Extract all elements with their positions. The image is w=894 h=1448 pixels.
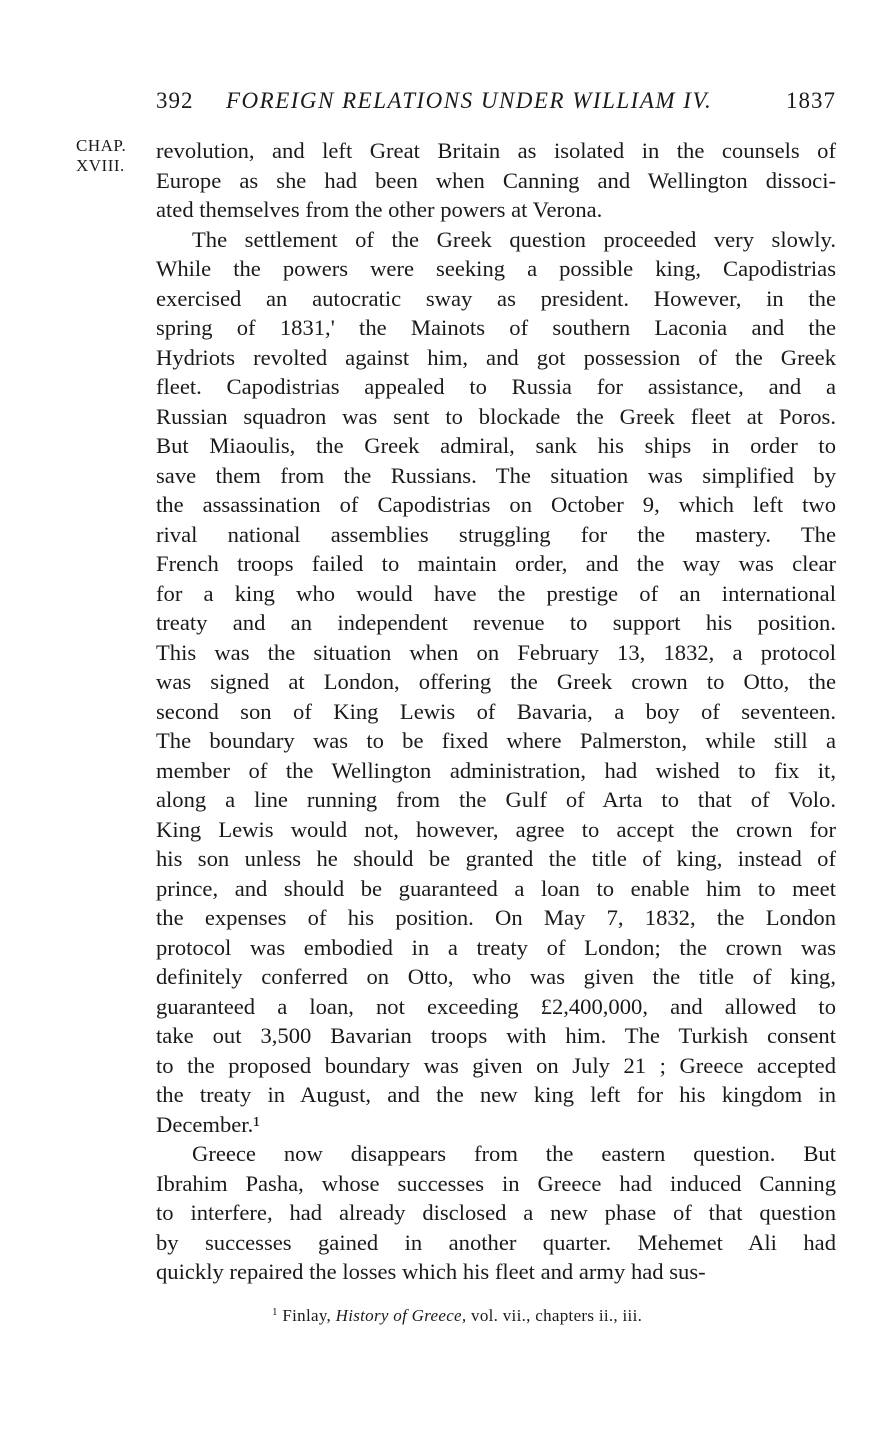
paragraph <box>156 1139 836 1287</box>
text-line: member of the Wellington administration, had wished to fix it, <box>156 757 836 783</box>
text-line: treaty and an independent revenue to support his position. <box>156 610 836 635</box>
text-line: the assassination of Capodistrias on October 9, which left two <box>156 492 836 517</box>
text-line: Russian squadron was sent to blockade the Greek fleet at Poros. <box>156 403 836 429</box>
footnote-rest: vol. vii., chapters ii., iii. <box>471 1306 643 1325</box>
text-line: the expenses of his position. On May 7, 1832, the London <box>156 905 836 930</box>
text-line: to interfere, had already disclosed a new phase of that question <box>156 1200 836 1225</box>
text-line: definitely conferred on Otto, who was given the title of king, <box>156 964 836 989</box>
footnote-marker: 1 <box>272 1306 278 1318</box>
footnote <box>272 1306 642 1326</box>
text-line: But Miaoulis, the Greek admiral, sank his ships in order to <box>156 433 836 458</box>
chapter-label: CHAP. <box>76 136 127 155</box>
text-line: The boundary was to be fixed where Palmerston, while still a <box>156 728 836 753</box>
text-line: by successes gained in another quarter. Mehemet Ali had <box>156 1229 836 1255</box>
body-text <box>156 136 836 1287</box>
text-line: spring of 1831,' the Mainots of southern Laconia and the <box>156 315 836 340</box>
text-line: save them from the Russians. The situation was simplified by <box>156 462 836 488</box>
footnote-author: Finlay, <box>282 1306 332 1325</box>
text-line: While the powers were seeking a possible king, Capodistrias <box>156 256 836 281</box>
text-line: take out 3,500 Bavarian troops with him. The Turkish consent <box>156 1023 836 1048</box>
running-year: 1837 <box>786 88 836 113</box>
text-line: his son unless he should be granted the title of king, instead of <box>156 846 836 871</box>
text-line: exercised an autocratic sway as president. However, in the <box>156 285 836 311</box>
text-line: guaranteed a loan, not exceeding £2,400,000, and allowed to <box>156 993 836 1019</box>
running-title: FOREIGN RELATIONS UNDER WILLIAM IV. <box>226 88 713 113</box>
text-line: along a line running from the Gulf of Arta to that of Volo. <box>156 787 836 812</box>
paragraph <box>156 136 836 225</box>
text-line: Ibrahim Pasha, whose successes in Greece had induced Canning <box>156 1170 836 1196</box>
chapter-margin-note <box>76 136 146 176</box>
text-line: was signed at London, offering the Greek crown to Otto, the <box>156 669 836 694</box>
text-line: for a king who would have the prestige of an international <box>156 580 836 606</box>
text-line: fleet. Capodistrias appealed to Russia for assistance, and a <box>156 374 836 399</box>
text-line: The settlement of the Greek question proceeded very slowly. <box>192 226 836 252</box>
text-line: This was the situation when on February 13, 1832, a protocol <box>156 639 836 665</box>
text-line: French troops failed to maintain order, and the way was clear <box>156 551 836 576</box>
text-line: Hydriots revolted against him, and got possession of the Greek <box>156 344 836 370</box>
paragraph <box>156 225 836 1140</box>
text-line: ated themselves from the other powers at Verona. <box>156 197 603 222</box>
page-number: 392 <box>156 88 194 113</box>
text-line: King Lewis would not, however, agree to accept the crown for <box>156 816 836 842</box>
text-line: quickly repaired the losses which his fleet and army had sus- <box>156 1259 706 1284</box>
text-line: to the proposed boundary was given on July 21 ; Greece accepted <box>156 1052 836 1078</box>
running-head <box>156 82 836 122</box>
footnote-work: History of Greece, <box>335 1306 467 1325</box>
text-line: revolution, and left Great Britain as isolated in the counsels of <box>156 138 836 163</box>
text-line: rival national assemblies struggling for the mastery. The <box>156 521 836 547</box>
text-line: prince, and should be guaranteed a loan to enable him to meet <box>156 875 836 901</box>
text-line: Europe as she had been when Canning and Wellington dissoci- <box>156 167 836 193</box>
text-line: protocol was embodied in a treaty of London; the crown was <box>156 934 836 960</box>
text-line: Greece now disappears from the eastern question. But <box>192 1141 836 1166</box>
chapter-number: XVIII. <box>76 156 125 175</box>
text-line: second son of King Lewis of Bavaria, a boy of seventeen. <box>156 698 836 724</box>
text-line: the treaty in August, and the new king left for his kingdom in <box>156 1082 836 1107</box>
text-line: December.¹ <box>156 1111 260 1137</box>
